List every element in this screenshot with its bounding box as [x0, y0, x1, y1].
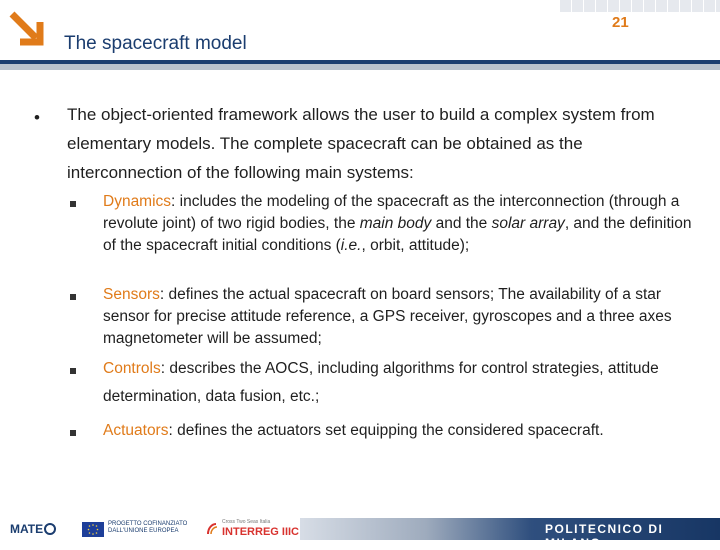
list-item-text: [103, 420, 693, 442]
item-text: : describes the AOCS, including algorithms for control strategies, attitude determination, data fusion, etc.;: [103, 360, 659, 405]
slide-number: 21: [612, 14, 629, 31]
intro-paragraph: The object-oriented framework allows the user to build a complex system from elementary models. The complete spacecraft can be obtained as the interconnection of the following main systems:: [67, 105, 655, 182]
mateo-logo-text: MATE: [10, 522, 44, 536]
keyword-actuators: Actuators: [103, 422, 169, 439]
list-item-text: [103, 355, 693, 411]
interreg-subtitle: Cross Two Seas Italia: [222, 519, 271, 525]
item-emphasis: main body: [359, 215, 432, 232]
item-text: , orbit, attitude);: [361, 237, 470, 254]
square-bullet-icon: [70, 368, 76, 374]
item-text: , and the definition of the spacecraft initial conditions (: [103, 215, 692, 254]
interreg-swoosh-icon: [206, 522, 218, 536]
arrow-logo-icon: [8, 10, 44, 46]
mateo-logo: [10, 520, 66, 538]
item-text: : defines the actual spacecraft on board sensors; The availability of a star sensor for precise attitude reference, a GPS receiver, gyroscopes and a three axes magnetometer will be assumed;: [103, 286, 672, 347]
keyword-sensors: Sensors: [103, 286, 160, 303]
item-text: : includes the modeling of the spacecraft as the interconnection (through a revolute joint) of two rigid bodies, the: [103, 193, 680, 232]
header-rule-shadow: [0, 64, 720, 70]
keyword-controls: Controls: [103, 360, 161, 377]
eu-flag-icon: [82, 522, 104, 537]
square-bullet-icon: [70, 294, 76, 300]
page-title: The spacecraft model: [64, 33, 247, 54]
footer-brand: POLITECNICO DI MILANO: [545, 522, 664, 550]
interreg-logo: INTERREG IIIC: [222, 526, 300, 538]
square-bullet-icon: [70, 430, 76, 436]
list-item-text: [103, 284, 693, 350]
main-bullet-marker: •: [34, 108, 40, 127]
list-item-text: [103, 191, 693, 257]
item-emphasis: i.e.: [340, 237, 362, 254]
keyword-dynamics: Dynamics: [103, 193, 172, 210]
item-emphasis: solar array: [491, 215, 565, 232]
mateo-ring-icon: [44, 523, 56, 535]
item-text: : defines the actuators set equipping the considered spacecraft.: [168, 422, 604, 439]
eu-cofinanced-text: PROGETTO COFINANZIATO DALL'UNIONE EUROPEA: [108, 521, 188, 534]
item-text: and the: [431, 215, 492, 232]
header-decoration-grid: [560, 0, 720, 12]
square-bullet-icon: [70, 201, 76, 207]
